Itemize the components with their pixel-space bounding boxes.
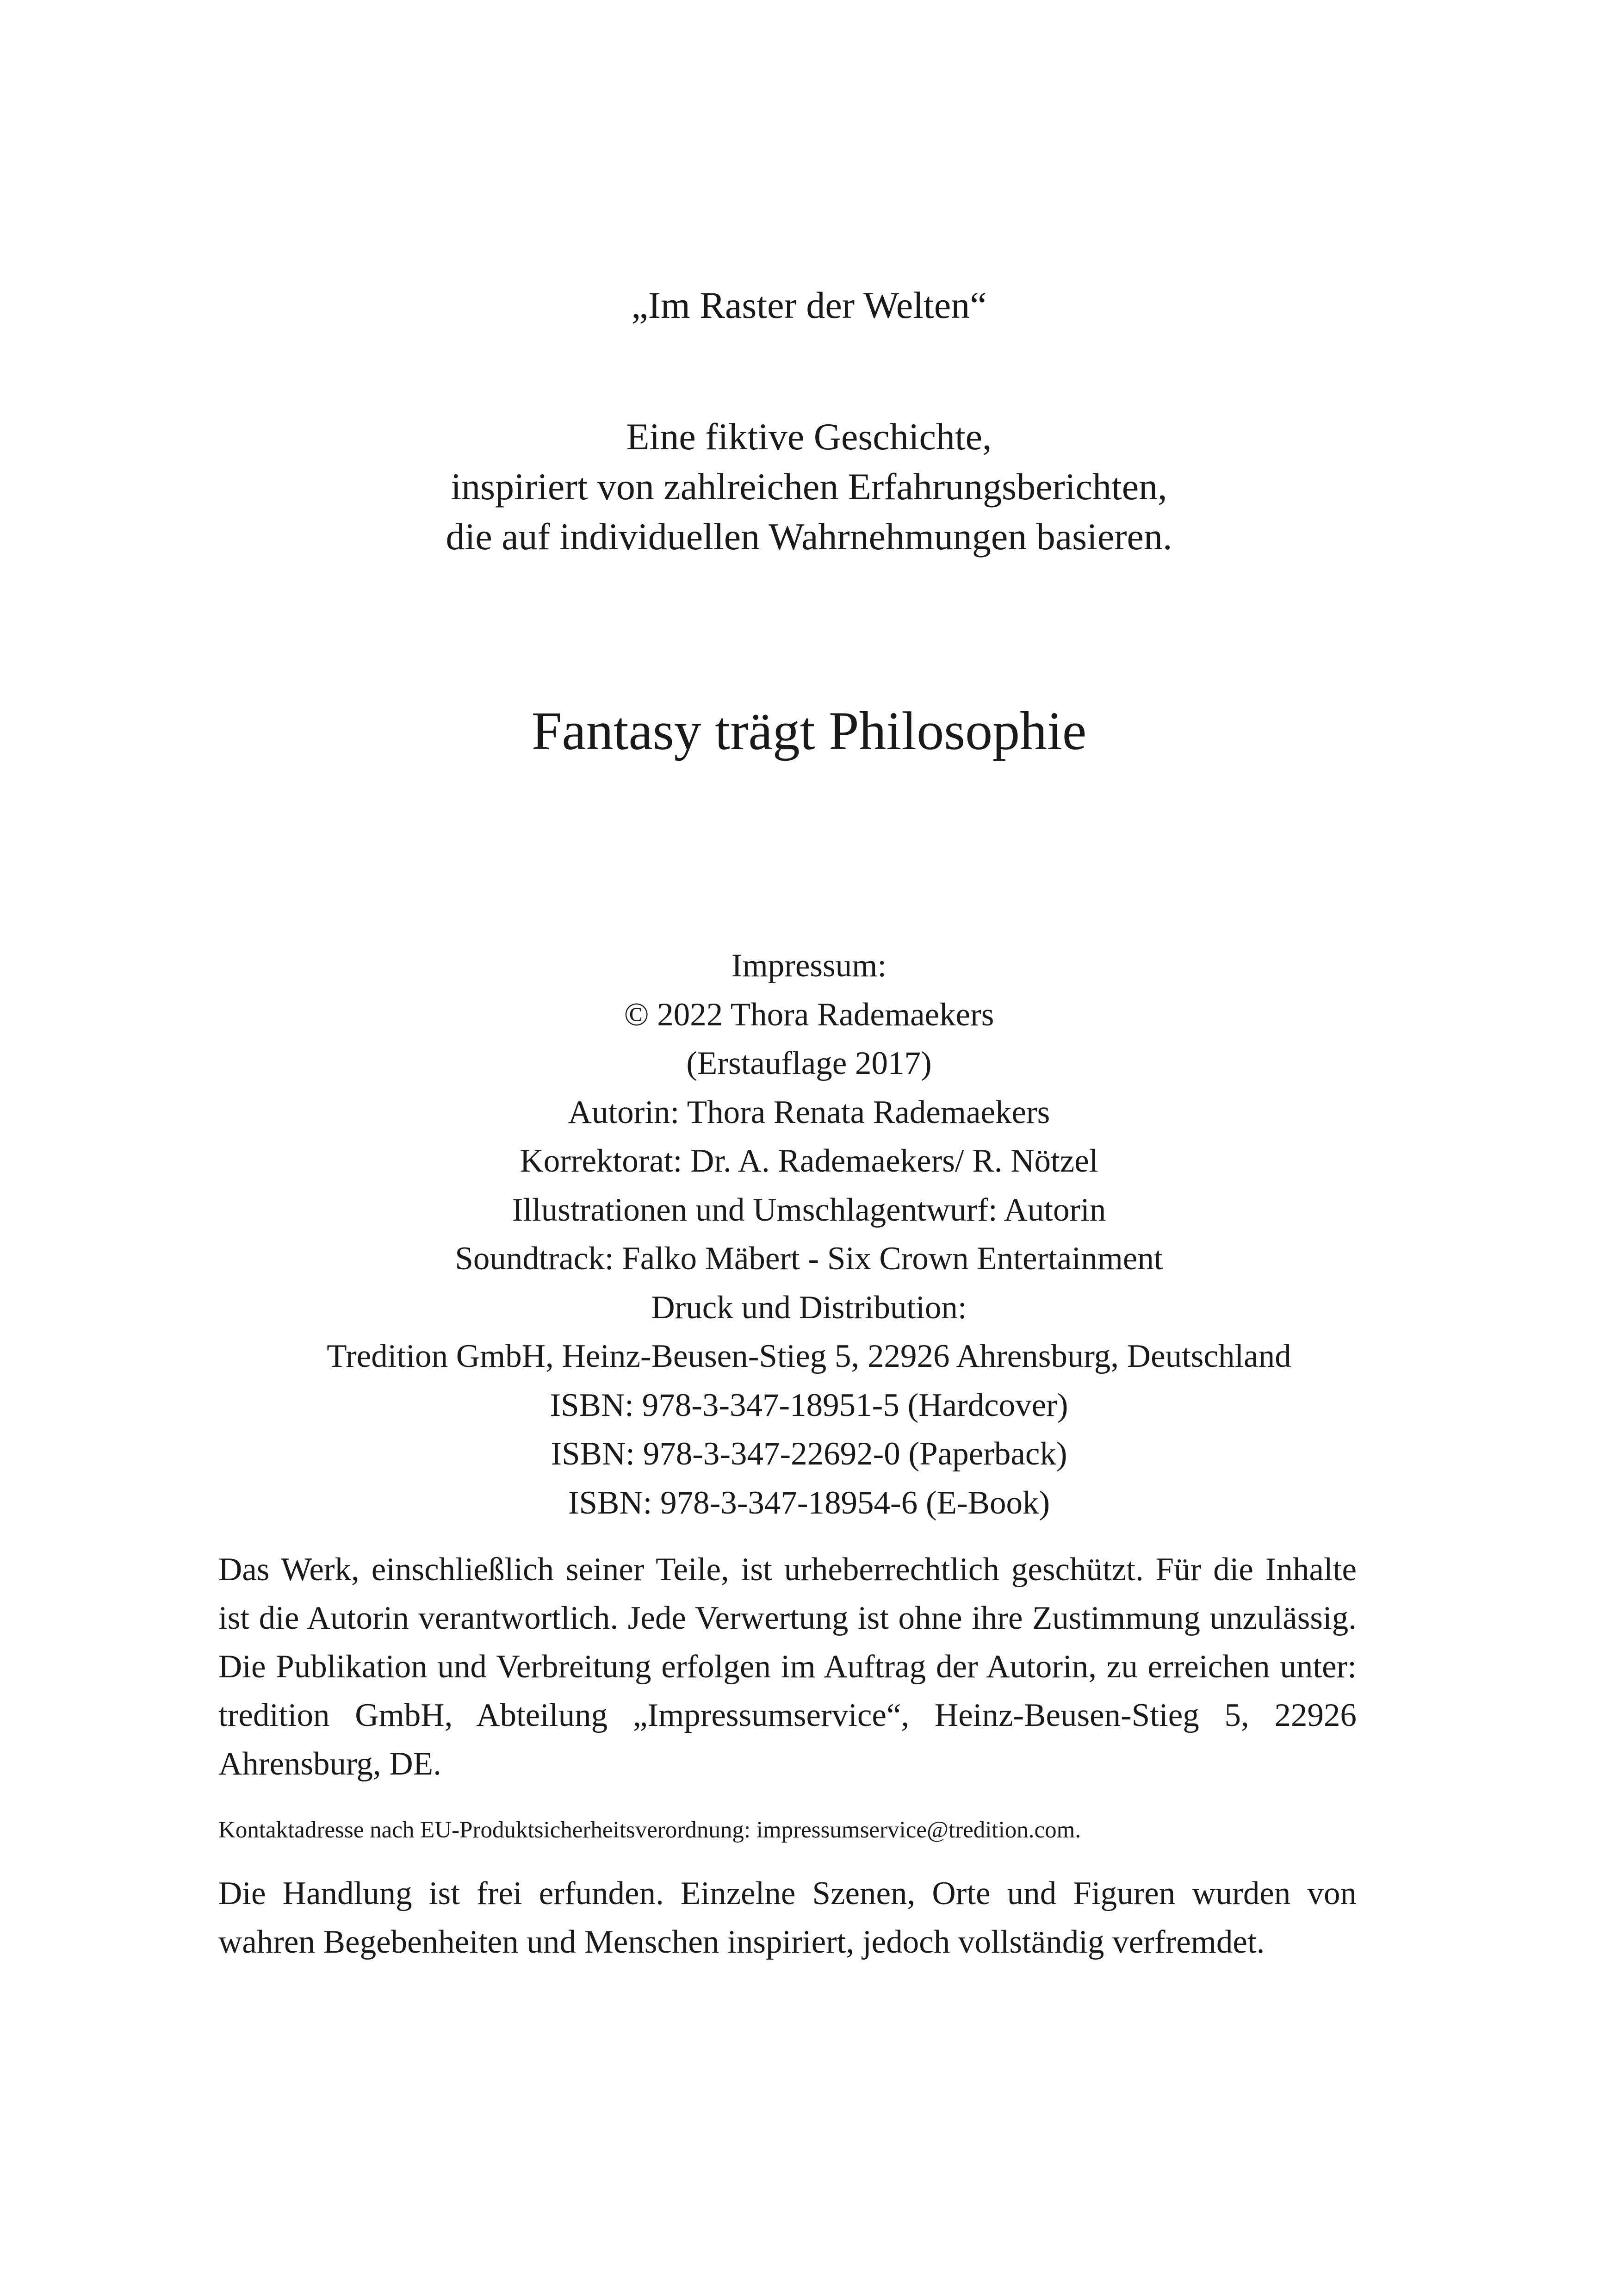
isbn-ebook: ISBN: 978-3-347-18954-6 (E-Book): [568, 1484, 1050, 1521]
book-title: „Im Raster der Welten“: [631, 284, 987, 326]
impressum-proofreading: Korrektorat: Dr. A. Rademaekers/ R. Nötzel: [520, 1143, 1098, 1179]
copyright-paragraph: Das Werk, einschließlich seiner Teile, ist urheberrechtlich geschützt. Für die Inhalte ist die Autorin verantwortlich. Jede Verwertung ist ohne ihre Zustimmung unzulässig. Die Publikation und Verbreitung erfolgen im Auftrag der Autorin, zu erreichen unter: tredition GmbH, Abteilung „Impressumservice“, Heinz-Beusen-Stieg 5, 22926 Ahrensburg, DE.: [218, 1551, 1357, 1782]
impressum-printer-address: Tredition GmbH, Heinz-Beusen-Stieg 5, 22926 Ahrensburg, Deutschland: [327, 1338, 1291, 1374]
impressum-illustrations: Illustrationen und Umschlagentwurf: Autorin: [512, 1191, 1106, 1228]
subtitle-line: inspiriert von zahlreichen Erfahrungsberichten,: [451, 465, 1167, 508]
impressum-block: [0, 942, 1618, 1527]
contact-line: Kontaktadresse nach EU-Produktsicherheitsverordnung: impressumservice@tredition.com.: [218, 1817, 1081, 1843]
impressum-print-heading: Druck und Distribution:: [651, 1289, 967, 1326]
impressum-heading: Impressum:: [731, 948, 887, 984]
impressum-soundtrack: Soundtrack: Falko Mäbert - Six Crown Entertainment: [455, 1241, 1163, 1277]
subtitle-line: die auf individuellen Wahrnehmungen basieren.: [446, 515, 1172, 558]
impressum-first-edition: (Erstauflage 2017): [686, 1045, 932, 1081]
impressum-author: Autorin: Thora Renata Rademaekers: [568, 1094, 1050, 1130]
isbn-hardcover: ISBN: 978-3-347-18951-5 (Hardcover): [550, 1387, 1068, 1423]
book-subtitle: [0, 412, 1618, 562]
impressum-copyright: © 2022 Thora Rademaekers: [624, 996, 994, 1033]
isbn-paperback: ISBN: 978-3-347-22692-0 (Paperback): [551, 1436, 1067, 1472]
book-tagline: Fantasy trägt Philosophie: [531, 701, 1087, 761]
subtitle-line: Eine fiktive Geschichte,: [626, 416, 992, 458]
fiction-disclaimer: Die Handlung ist frei erfunden. Einzelne Szenen, Orte und Figuren wurden von wahren Begebenheiten und Menschen inspiriert, jedoch vollständig verfremdet.: [218, 1875, 1357, 1960]
